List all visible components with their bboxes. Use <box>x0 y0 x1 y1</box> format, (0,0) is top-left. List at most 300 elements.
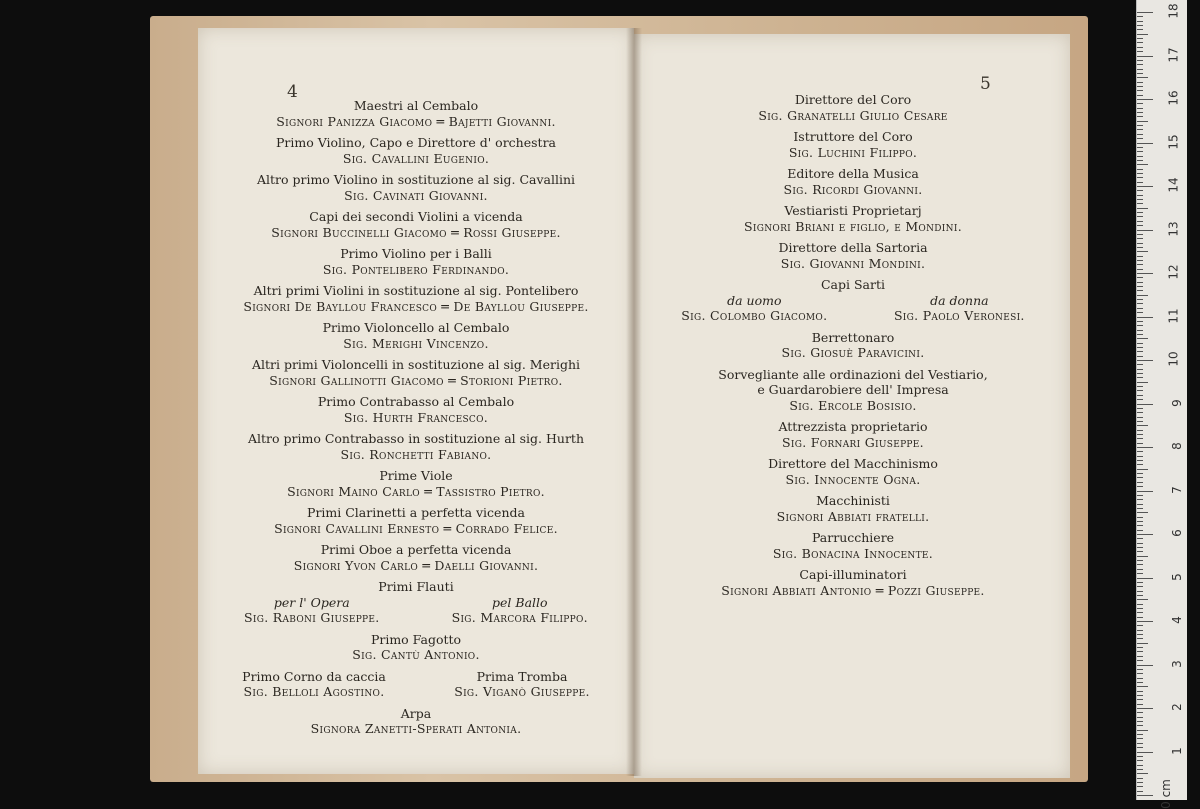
block-heading: Capi-illuminatori <box>799 567 907 582</box>
ruler-minor-tick <box>1137 208 1148 209</box>
ruler-minor-tick <box>1137 434 1143 435</box>
ruler-minor-tick <box>1137 499 1143 500</box>
block-name: Sig. Giosuè Paravicini. <box>781 345 925 360</box>
block-name: Signori Abbiati Antonio ═ Pozzi Giuseppe. <box>721 582 985 598</box>
credit-block <box>648 419 1058 450</box>
ruler-minor-tick <box>1137 638 1143 639</box>
ruler-label: 5 <box>1170 572 1185 581</box>
tromba-heading: Prima Tromba <box>476 668 568 684</box>
ruler-minor-tick <box>1137 443 1143 444</box>
ruler-minor-tick <box>1137 169 1143 170</box>
block-name: Sig. Luchini Filippo. <box>788 144 918 160</box>
block-name: Sig. Giovanni Mondini. <box>780 255 926 271</box>
block-heading: Primi Flauti <box>378 579 454 594</box>
ruler-minor-tick <box>1137 347 1143 348</box>
block-heading: Vestiaristi Proprietarj <box>784 203 922 218</box>
ruler-minor-tick <box>1137 778 1143 779</box>
ruler-minor-tick <box>1137 125 1143 126</box>
block-name: Signori Maino Carlo ═ Tassistro Pietro. <box>287 483 545 499</box>
ruler-label: 6 <box>1170 529 1185 537</box>
ruler-minor-tick <box>1137 256 1143 257</box>
ruler-label: 11 <box>1166 307 1181 324</box>
block-name: Signori Panizza Giacomo ═ Bajetti Giovanni. <box>276 113 556 129</box>
ruler-minor-tick <box>1137 477 1143 478</box>
flauti-left-name: Sig. Raboni Giuseppe. <box>244 610 380 625</box>
block-name: Sig. Granatelli Giulio Cesare <box>758 107 948 123</box>
ruler-minor-tick <box>1137 160 1143 161</box>
credit-block <box>648 166 1058 197</box>
credit-block <box>648 530 1058 561</box>
ruler-minor-tick <box>1137 364 1143 365</box>
credit-block <box>648 567 1058 598</box>
ruler-minor-tick <box>1137 330 1143 331</box>
block-heading: Istruttore del Coro <box>793 129 913 144</box>
ruler-tick <box>1137 56 1153 57</box>
book-gutter <box>626 28 642 776</box>
corno-name: Sig. Belloli Agostino. <box>243 684 385 699</box>
ruler-minor-tick <box>1137 769 1143 770</box>
ruler-minor-tick <box>1137 264 1143 265</box>
ruler-tick <box>1137 143 1153 144</box>
ruler-label: 0 cm <box>1159 779 1174 809</box>
ruler-minor-tick <box>1137 686 1148 687</box>
credit-block <box>208 246 624 277</box>
ruler-label: 1 <box>1170 746 1185 755</box>
sarti-left-label: da uomo <box>727 292 782 308</box>
ruler-minor-tick <box>1137 669 1143 670</box>
ruler-minor-tick <box>1137 373 1143 374</box>
ruler-minor-tick <box>1137 595 1143 596</box>
ruler-minor-tick <box>1137 430 1143 431</box>
block-name: Sig. Cavinati Giovanni. <box>344 187 488 203</box>
ruler-minor-tick <box>1137 486 1143 487</box>
measuring-ruler <box>1136 0 1187 809</box>
ruler-minor-tick <box>1137 438 1143 439</box>
ruler-minor-tick <box>1137 399 1143 400</box>
credit-block <box>208 468 624 499</box>
block-name: Sig. Ricordi Giovanni. <box>783 181 923 197</box>
ruler-minor-tick <box>1137 547 1143 548</box>
ruler-tick <box>1137 491 1153 492</box>
credit-block <box>648 493 1058 524</box>
block-heading: Direttore della Sartoria <box>778 240 928 255</box>
ruler-minor-tick <box>1137 103 1143 104</box>
block-heading: Capi Sarti <box>820 277 885 292</box>
ruler-minor-tick <box>1137 651 1143 652</box>
ruler-minor-tick <box>1137 129 1143 130</box>
ruler-tick <box>1137 273 1153 274</box>
block-name: Signori Cavallini Ernesto ═ Corrado Felice. <box>274 520 558 536</box>
ruler-label: 16 <box>1166 90 1181 106</box>
ruler-label: 15 <box>1166 133 1181 150</box>
left-page-text <box>208 98 624 743</box>
flauti-block <box>208 579 624 626</box>
ruler-label: 9 <box>1170 398 1185 407</box>
ruler-minor-tick <box>1137 147 1143 148</box>
ruler-minor-tick <box>1137 765 1143 766</box>
ruler-minor-tick <box>1137 451 1143 452</box>
ruler-minor-tick <box>1137 299 1143 300</box>
block-name: Sig. Fornari Giuseppe. <box>782 434 924 450</box>
ruler-minor-tick <box>1137 473 1143 474</box>
ruler-minor-tick <box>1137 699 1143 700</box>
ruler-tick <box>1137 360 1153 361</box>
ruler-minor-tick <box>1137 538 1143 539</box>
ruler-minor-tick <box>1137 760 1143 761</box>
ruler-minor-tick <box>1137 704 1143 705</box>
ruler-minor-tick <box>1137 791 1143 792</box>
block-heading: Maestri al Cembalo <box>353 98 479 113</box>
ruler-minor-tick <box>1137 25 1143 26</box>
ruler-minor-tick <box>1137 543 1143 544</box>
ruler-minor-tick <box>1137 517 1143 518</box>
ruler-minor-tick <box>1137 482 1143 483</box>
ruler-minor-tick <box>1137 756 1143 757</box>
block-subheading: e Guardarobiere dell' Impresa <box>757 382 949 397</box>
ruler-minor-tick <box>1137 508 1143 509</box>
ruler-minor-tick <box>1137 695 1143 696</box>
block-name: Sig. Ronchetti Fabiano. <box>340 446 492 462</box>
block-name: Signori Abbiati fratelli. <box>776 508 930 524</box>
ruler-minor-tick <box>1137 269 1143 270</box>
ruler-minor-tick <box>1137 251 1148 252</box>
left-page-number: 4 <box>287 82 298 102</box>
ruler-minor-tick <box>1137 321 1143 322</box>
ruler-minor-tick <box>1137 303 1143 304</box>
block-heading: Primo Fagotto <box>370 631 462 647</box>
ruler-minor-tick <box>1137 351 1143 352</box>
flauti-left-label: per l' Opera <box>273 594 350 610</box>
block-heading: Primo Contrabasso al Cembalo <box>317 394 515 409</box>
ruler-minor-tick <box>1137 116 1143 117</box>
ruler-minor-tick <box>1137 425 1148 426</box>
ruler-tick <box>1137 534 1153 535</box>
credit-block <box>208 542 624 573</box>
ruler-minor-tick <box>1137 586 1143 587</box>
block-heading: Altri primi Violoncelli in sostituzione al sig. Merighi <box>251 357 581 372</box>
block-heading: Arpa <box>400 705 432 721</box>
credit-block <box>208 357 624 388</box>
ruler-minor-tick <box>1137 195 1143 196</box>
block-heading: Editore della Musica <box>787 166 919 181</box>
ruler-minor-tick <box>1137 221 1143 222</box>
block-heading: Altro primo Contrabasso in sostituzione al sig. Hurth <box>247 431 584 446</box>
ruler-minor-tick <box>1137 216 1143 217</box>
block-name: Sig. Ercole Bosisio. <box>789 397 917 413</box>
ruler-minor-tick <box>1137 525 1143 526</box>
ruler-minor-tick <box>1137 521 1143 522</box>
ruler-minor-tick <box>1137 212 1143 213</box>
flauti-right-name: Sig. Marcora Filippo. <box>451 610 588 625</box>
ruler-minor-tick <box>1137 21 1143 22</box>
ruler-label: 8 <box>1170 442 1185 450</box>
ruler-minor-tick <box>1137 42 1143 43</box>
ruler-tick <box>1137 12 1153 13</box>
ruler-minor-tick <box>1137 82 1143 83</box>
ruler-minor-tick <box>1137 112 1143 113</box>
credit-block <box>648 203 1058 234</box>
ruler-minor-tick <box>1137 412 1143 413</box>
ruler-minor-tick <box>1137 612 1143 613</box>
ruler-minor-tick <box>1137 608 1143 609</box>
ruler-minor-tick <box>1137 691 1143 692</box>
ruler-minor-tick <box>1137 386 1143 387</box>
block-heading: Direttore del Coro <box>794 92 912 107</box>
ruler-minor-tick <box>1137 673 1143 674</box>
ruler-minor-tick <box>1137 678 1143 679</box>
block-name: Sig. Bonacina Innocente. <box>772 545 934 561</box>
ruler-minor-tick <box>1137 560 1143 561</box>
credit-block <box>208 320 624 351</box>
ruler-minor-tick <box>1137 643 1148 644</box>
ruler-minor-tick <box>1137 495 1143 496</box>
ruler-minor-tick <box>1137 512 1148 513</box>
tromba-name: Sig. Viganò Giuseppe. <box>454 684 590 699</box>
ruler-minor-tick <box>1137 277 1143 278</box>
ruler-minor-tick <box>1137 203 1143 204</box>
ruler-label: 4 <box>1170 616 1185 624</box>
ruler-tick <box>1137 447 1153 448</box>
ruler-minor-tick <box>1137 290 1143 291</box>
credit-block <box>208 135 624 166</box>
ruler-minor-tick <box>1137 773 1148 774</box>
ruler-label: 3 <box>1170 659 1185 668</box>
ruler-minor-tick <box>1137 77 1148 78</box>
ruler-minor-tick <box>1137 390 1143 391</box>
block-heading: Macchinisti <box>816 493 890 508</box>
ruler-minor-tick <box>1137 721 1143 722</box>
credit-block <box>208 283 624 314</box>
credit-block <box>648 367 1058 414</box>
block-heading: Primo Violino, Capo e Direttore d' orchestra <box>275 135 556 150</box>
credit-block <box>208 98 624 129</box>
block-name: Sig. Innocente Ogna. <box>785 471 921 487</box>
ruler-minor-tick <box>1137 734 1143 735</box>
block-heading: Attrezzista proprietario <box>778 419 928 434</box>
ruler-minor-tick <box>1137 151 1143 152</box>
ruler-minor-tick <box>1137 382 1148 383</box>
block-heading: Primo Violoncello al Cembalo <box>322 320 510 335</box>
block-name: Sig. Cantù Antonio. <box>352 647 480 662</box>
ruler-minor-tick <box>1137 617 1143 618</box>
ruler-minor-tick <box>1137 377 1143 378</box>
ruler-minor-tick <box>1137 325 1143 326</box>
ruler-minor-tick <box>1137 173 1143 174</box>
ruler-minor-tick <box>1137 90 1143 91</box>
block-name: Signori Briani e figlio, e Mondini. <box>744 218 962 234</box>
ruler-minor-tick <box>1137 743 1143 744</box>
ruler-minor-tick <box>1137 51 1143 52</box>
ruler-minor-tick <box>1137 164 1148 165</box>
ruler-minor-tick <box>1137 73 1143 74</box>
ruler-minor-tick <box>1137 312 1143 313</box>
ruler-label: 17 <box>1166 46 1181 63</box>
block-heading: Primi Oboe a perfetta vicenda <box>320 542 512 557</box>
ruler-label: 18 <box>1166 3 1181 19</box>
block-heading: Parrucchiere <box>811 530 895 545</box>
ruler-minor-tick <box>1137 338 1148 339</box>
ruler-minor-tick <box>1137 243 1143 244</box>
ruler-tick <box>1137 708 1153 709</box>
ruler-minor-tick <box>1137 190 1143 191</box>
ruler-minor-tick <box>1137 460 1143 461</box>
block-name: Sig. Merighi Vincenzo. <box>343 335 489 351</box>
block-name: Signora Zanetti-Sperati Antonia. <box>310 721 522 736</box>
ruler-minor-tick <box>1137 177 1143 178</box>
ruler-tick <box>1137 404 1153 405</box>
block-heading: Berrettonaro <box>811 329 895 345</box>
ruler-minor-tick <box>1137 308 1143 309</box>
ruler-minor-tick <box>1137 295 1148 296</box>
credit-block <box>208 505 624 536</box>
block-heading: Capi dei secondi Violini a vicenda <box>309 209 523 224</box>
ruler-minor-tick <box>1137 34 1148 35</box>
block-name: Signori Yvon Carlo ═ Daelli Giovanni. <box>293 557 539 573</box>
ruler-minor-tick <box>1137 138 1143 139</box>
ruler-minor-tick <box>1137 582 1143 583</box>
ruler-minor-tick <box>1137 786 1143 787</box>
ruler-label: 13 <box>1166 220 1181 237</box>
ruler-minor-tick <box>1137 238 1143 239</box>
ruler-minor-tick <box>1137 464 1143 465</box>
ruler-label: 2 <box>1170 703 1185 711</box>
ruler-minor-tick <box>1137 47 1143 48</box>
credit-block <box>208 209 624 240</box>
ruler-minor-tick <box>1137 38 1143 39</box>
sarti-left-name: Sig. Colombo Giacomo. <box>681 308 828 323</box>
ruler-label: 7 <box>1170 485 1185 494</box>
ruler-minor-tick <box>1137 782 1143 783</box>
ruler-minor-tick <box>1137 417 1143 418</box>
ruler-label: 10 <box>1166 351 1181 367</box>
ruler-minor-tick <box>1137 625 1143 626</box>
ruler-tick <box>1137 578 1153 579</box>
ruler-minor-tick <box>1137 630 1143 631</box>
ruler-minor-tick <box>1137 591 1143 592</box>
ruler-minor-tick <box>1137 730 1148 731</box>
block-heading: Direttore del Macchinismo <box>768 456 938 471</box>
sarti-right-label: da donna <box>930 292 989 308</box>
flauti-right-label: pel Ballo <box>492 594 548 610</box>
ruler-tick <box>1137 665 1153 666</box>
ruler-minor-tick <box>1137 156 1143 157</box>
ruler-minor-tick <box>1137 356 1143 357</box>
ruler-minor-tick <box>1137 343 1143 344</box>
ruler-minor-tick <box>1137 334 1143 335</box>
block-name: Sig. Hurth Francesco. <box>343 409 489 425</box>
ruler-minor-tick <box>1137 225 1143 226</box>
block-heading: Primi Clarinetti a perfetta vicenda <box>307 505 525 520</box>
block-heading: Prime Viole <box>379 468 453 483</box>
block-name: Signori Gallinotti Giacomo ═ Storioni Pietro. <box>269 372 563 388</box>
ruler-minor-tick <box>1137 599 1148 600</box>
ruler-minor-tick <box>1137 134 1143 135</box>
ruler-tick <box>1137 752 1153 753</box>
block-name: Sig. Cavallini Eugenio. <box>342 150 490 166</box>
ruler-minor-tick <box>1137 573 1143 574</box>
ruler-minor-tick <box>1137 604 1143 605</box>
credit-block <box>208 394 624 425</box>
ruler-minor-tick <box>1137 108 1143 109</box>
ruler-minor-tick <box>1137 369 1143 370</box>
ruler-minor-tick <box>1137 456 1143 457</box>
ruler-label: 12 <box>1166 264 1181 280</box>
credit-block <box>648 330 1058 361</box>
sarti-block <box>648 277 1058 324</box>
ruler-minor-tick <box>1137 64 1143 65</box>
block-name: Sig. Pontelibero Ferdinando. <box>322 261 510 277</box>
fagotto-block <box>208 632 624 663</box>
ruler-minor-tick <box>1137 234 1143 235</box>
ruler-minor-tick <box>1137 712 1143 713</box>
corno-tromba-block <box>208 669 624 700</box>
ruler-minor-tick <box>1137 286 1143 287</box>
block-heading: Altri primi Violini in sostituzione al sig. Pontelibero <box>253 283 579 298</box>
ruler-minor-tick <box>1137 682 1143 683</box>
ruler-tick <box>1137 621 1153 622</box>
ruler-minor-tick <box>1137 725 1143 726</box>
ruler-minor-tick <box>1137 421 1143 422</box>
block-name: Signori De Bayllou Francesco ═ De Bayllou Giuseppe. <box>243 298 589 314</box>
ruler-minor-tick <box>1137 551 1143 552</box>
credit-block <box>648 129 1058 160</box>
ruler-minor-tick <box>1137 738 1143 739</box>
ruler-minor-tick <box>1137 260 1143 261</box>
ruler-minor-tick <box>1137 747 1143 748</box>
credit-block <box>648 456 1058 487</box>
credit-block <box>648 240 1058 271</box>
ruler-tick <box>1137 795 1153 796</box>
ruler-tick <box>1137 186 1153 187</box>
ruler-minor-tick <box>1137 634 1143 635</box>
ruler-minor-tick <box>1137 247 1143 248</box>
arpa-block <box>208 706 624 737</box>
ruler-minor-tick <box>1137 656 1143 657</box>
ruler-minor-tick <box>1137 569 1143 570</box>
ruler-minor-tick <box>1137 121 1148 122</box>
block-heading: Primo Violino per i Balli <box>340 246 492 261</box>
block-name: Signori Buccinelli Giacomo ═ Rossi Giuseppe. <box>271 224 561 240</box>
right-page-number: 5 <box>980 74 991 94</box>
ruler-minor-tick <box>1137 86 1143 87</box>
ruler-minor-tick <box>1137 199 1143 200</box>
ruler-minor-tick <box>1137 660 1143 661</box>
ruler-label: 14 <box>1166 177 1181 193</box>
ruler-tick <box>1137 99 1153 100</box>
ruler-minor-tick <box>1137 395 1143 396</box>
credit-block <box>208 172 624 203</box>
block-heading: Sorvegliante alle ordinazioni del Vestiario, <box>718 366 988 382</box>
corno-heading: Primo Corno da caccia <box>242 668 386 684</box>
right-page-text <box>648 92 1058 604</box>
ruler-minor-tick <box>1137 556 1148 557</box>
ruler-tick <box>1137 317 1153 318</box>
ruler-minor-tick <box>1137 182 1143 183</box>
ruler-minor-tick <box>1137 647 1143 648</box>
ruler-tick <box>1137 230 1153 231</box>
sarti-right-name: Sig. Paolo Veronesi. <box>893 308 1025 323</box>
ruler-minor-tick <box>1137 564 1143 565</box>
ruler-minor-tick <box>1137 16 1143 17</box>
ruler-minor-tick <box>1137 282 1143 283</box>
ruler-minor-tick <box>1137 69 1143 70</box>
ruler-minor-tick <box>1137 60 1143 61</box>
ruler-minor-tick <box>1137 29 1143 30</box>
ruler-minor-tick <box>1137 408 1143 409</box>
block-heading: Altro primo Violino in sostituzione al sig. Cavallini <box>256 172 576 187</box>
ruler-minor-tick <box>1137 717 1143 718</box>
ruler-minor-tick <box>1137 469 1148 470</box>
